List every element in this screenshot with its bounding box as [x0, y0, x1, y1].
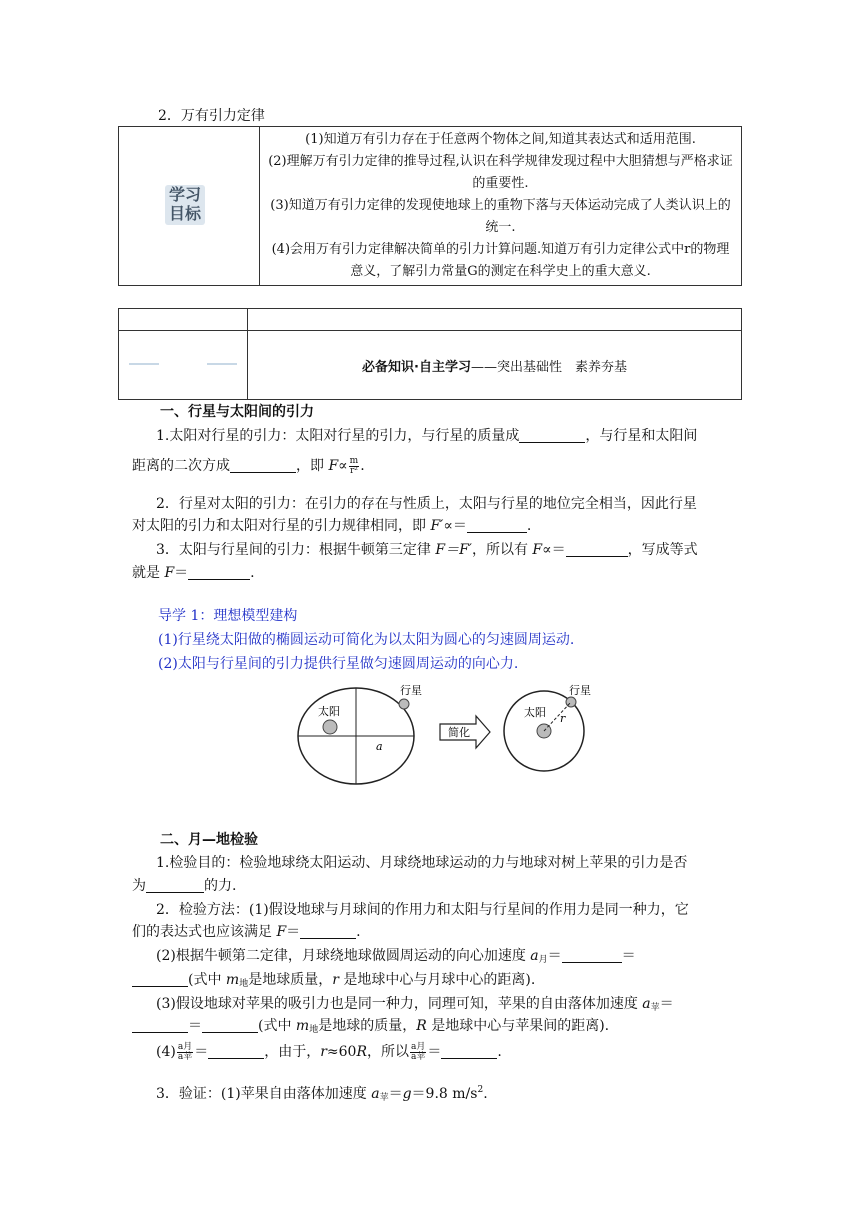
banner-deco-line: [129, 363, 159, 365]
banner-table: [118, 308, 742, 400]
part1-p3-line1: 3．太阳与行星间的引力：根据牛顿第三定律 F＝F′，所以有 F∝＝ ，写成等式: [156, 542, 698, 558]
part2-heading: 二、月—地检验: [160, 832, 258, 848]
goals-label-cell: [119, 127, 260, 286]
part2-p4-line2: ＝ (式中 $m_地$是地球的质量，R 是地球中心与苹果间的距离).: [132, 1016, 609, 1040]
blank[interactable]: [188, 565, 250, 580]
blank[interactable]: [441, 1044, 497, 1059]
blank[interactable]: [132, 1018, 188, 1033]
part1-p1-line1: 1.太阳对行星的引力：太阳对行星的引力，与行星的质量成 ，与行星和太阳间: [156, 428, 698, 444]
simplify-label: 简化: [448, 726, 470, 739]
banner-deco-line: [207, 363, 237, 365]
part1-p2-line2: 对太阳的引力和太阳对行星的引力规律相同，即 F′∝＝ .: [132, 518, 532, 534]
blank[interactable]: [132, 972, 188, 987]
blank[interactable]: [208, 1044, 264, 1059]
part2-p4-line1: (3)假设地球对苹果的吸引力也是同一种力，同理可知，苹果的自由落体加速度 $a_苹=$: [156, 996, 674, 1013]
blank[interactable]: [566, 542, 628, 557]
guide-title: 导学 1：理想模型建构: [158, 608, 298, 624]
learning-goals-table: [118, 126, 742, 286]
radius-label: r: [560, 712, 566, 725]
part2-p3-line1: (2)根据牛顿第二定律，月球绕地球做圆周运动的向心加速度 $a_月=$ ＝: [156, 948, 636, 965]
sun-label: 太阳: [524, 706, 546, 719]
goal-item-1: (1)知道万有引力存在于任意两个物体之间,知道其表达式和适用范围.: [305, 132, 696, 147]
goal-item-4: (4)会用万有引力定律解决简单的引力计算问题.知道万有引力定律公式中r的物理意义，了解引力常量G的测定在科学史上的重大意义.: [271, 242, 730, 279]
guide-line-2: (2)太阳与行星间的引力提供行星做匀速圆周运动的向心力.: [158, 656, 519, 672]
part2-p1-line1: 1.检验目的：检验地球绕太阳运动、月球绕地球运动的力与地球对树上苹果的引力是否: [156, 855, 688, 871]
goals-text-cell: [260, 127, 742, 286]
fraction-m-over-r2: $\frac{m}{\text{r²}}$: [349, 455, 359, 476]
banner-sub: 突出基础性 素养夯基: [496, 359, 627, 375]
blank[interactable]: [467, 518, 527, 533]
part2-p6: 3．验证：(1)苹果自由落体加速度 $a_苹=g=9.8$ $m/s^2$.: [156, 1085, 488, 1103]
blank[interactable]: [146, 878, 204, 893]
part2-p2-line1: 2．检验方法：(1)假设地球与月球间的作用力和太阳与行星间的作用力是同一种力，它: [156, 902, 689, 918]
part1-p2-line1: 2．行星对太阳的引力：在引力的存在与性质上，太阳与行星的地位完全相当，因此行星: [156, 496, 697, 512]
blank[interactable]: [562, 948, 622, 963]
semi-axis-label: a: [376, 740, 383, 753]
orbit-simplification-figure: [290, 676, 600, 806]
part2-p5: (4) $\frac{\text{a月}}{\text{a苹}}$ ＝ ，由于，r≈60R，所以 $\frac{\text{a月}}{\text{a苹}}$ ＝ .: [156, 1041, 502, 1062]
part1-p3-line2: 就是 F＝ .: [132, 565, 255, 581]
blank[interactable]: [230, 458, 296, 473]
sun-label: 太阳: [318, 705, 340, 718]
guide-line-1: (1)行星绕太阳做的椭圆运动可简化为以太阳为圆心的匀速圆周运动.: [158, 632, 575, 648]
part2-p3-line2: (式中 $m_地$是地球质量，r 是地球中心与月球中心的距离).: [132, 970, 535, 994]
blank[interactable]: [202, 1018, 258, 1033]
planet-label: 行星: [569, 684, 591, 697]
blank[interactable]: [300, 924, 356, 939]
planet-label: 行星: [400, 684, 422, 697]
blank[interactable]: [519, 428, 585, 443]
fraction-a-moon-over-a-apple: $\frac{\text{a月}}{\text{a苹}}$: [177, 1041, 193, 1062]
goal-item-3: (3)知道万有引力定律的发现使地球上的重物下落与天体运动完成了人类认识上的统一.: [270, 198, 731, 235]
goals-label-badge: [161, 179, 209, 231]
section-title: 2．万有引力定律: [158, 108, 265, 124]
banner-dash: ——: [470, 359, 497, 375]
goals-label-1: 学习: [168, 185, 201, 204]
radius-line: [544, 702, 571, 731]
goals-label-2: 目标: [168, 204, 201, 223]
part2-p2-line2: 们的表达式也应该满足 F＝ .: [132, 924, 361, 940]
part1-p1-line2: 距离的二次方成 ，即 F∝ $\frac{m}{\text{r²}}$ .: [132, 455, 365, 476]
banner-main: 必备知识·自主学习: [362, 359, 471, 375]
part1-heading: 一、行星与太阳间的引力: [160, 404, 314, 420]
fraction-a-moon-over-a-apple: $\frac{\text{a月}}{\text{a苹}}$: [411, 1041, 426, 1062]
goal-item-2: (2)理解万有引力定律的推导过程,认识在科学规律发现过程中大胆猜想与严格求证的重要性.: [268, 154, 733, 191]
banner-title-cell: [248, 331, 742, 400]
sun-dot: [323, 720, 337, 734]
part2-p1-line2: 为 的力.: [132, 878, 237, 894]
planet-dot: [399, 699, 409, 709]
banner-left-cell: [119, 331, 248, 400]
